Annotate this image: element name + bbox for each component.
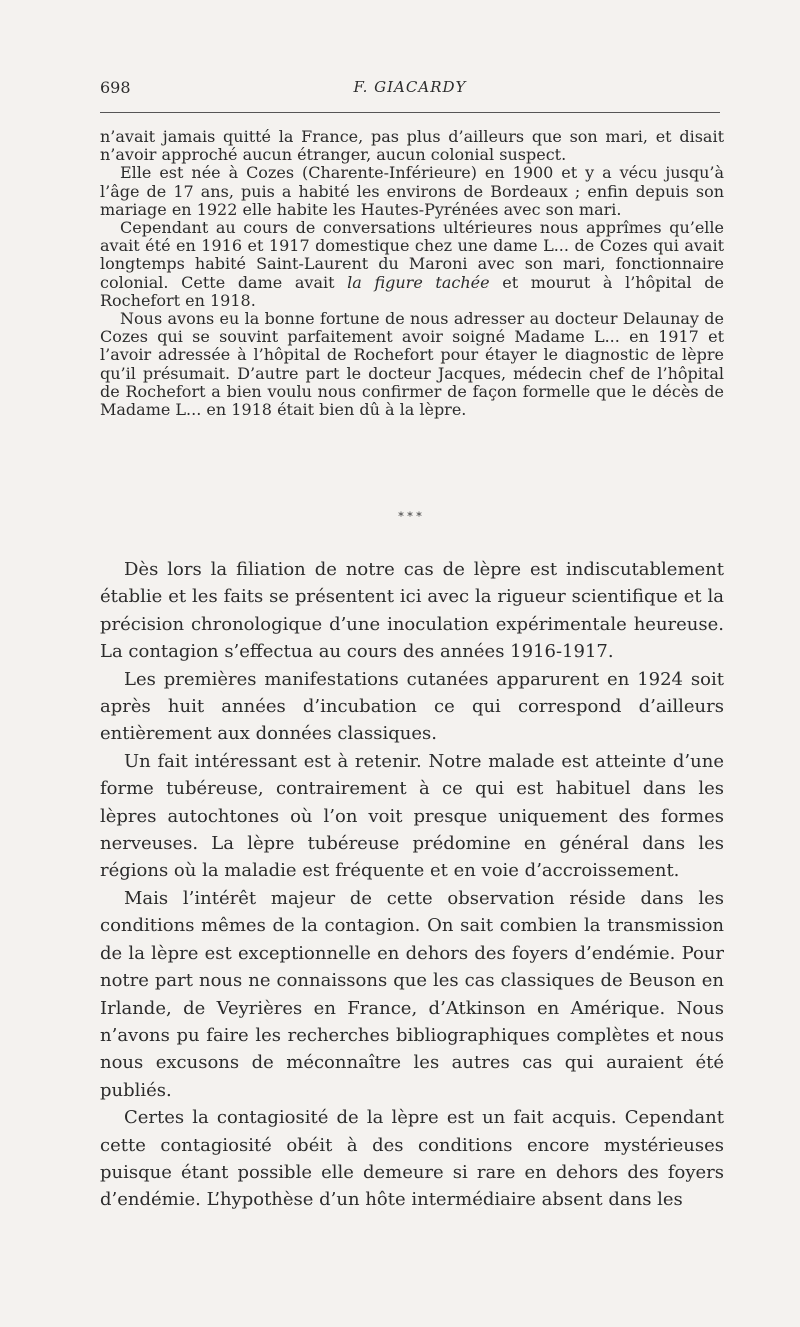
running-head: F. GIACARDY xyxy=(353,78,467,96)
paragraph xyxy=(100,219,724,310)
paragraph: Dès lors la filiation de notre cas de lèpre est indiscutablement établie et les faits se présentent ici avec la rigueur scientifique et la précision chronologique d’une inoculation expérimentale heureuse. La contagion s’effectua au cours des années 1916-1917. xyxy=(100,559,724,663)
paragraph: Un fait intéressant est à retenir. Notre malade est atteinte d’une forme tubéreuse, contrairement à ce qui est habituel dans les lèpres autochtones où l’on voit presque uniquement des formes nerveuses. La lèpre tubéreuse prédomine en général dans les régions où la maladie est fréquente et en voie d’accroissement. xyxy=(100,750,724,882)
paragraph: Les premières manifestations cutanées apparurent en 1924 soit après huit années d’incubation ce qui correspond d’ailleurs entièrement aux données classiques. xyxy=(100,668,724,745)
page-header xyxy=(100,78,720,102)
paragraph: Mais l’intérêt majeur de cette observation réside dans les conditions mêmes de la contagion. On sait combien la transmission de la lèpre est exceptionnelle en dehors des foyers d’endémie. Pour notre part nous ne connaissons que les cas classiques de Beuson en Irlande, de Veyrières en France, d’Atkinson en Amérique. Nous n’avons pu faire les recherches bibliographiques complètes et nous nous excusons de méconnaître les autres cas qui auraient été publiés. xyxy=(100,887,724,1101)
paragraph: n’avait jamais quitté la France, pas plus d’ailleurs que son mari, et disait n’avoir approché aucun étranger, aucun colonial suspect. xyxy=(100,127,724,165)
section-asterism: * * * xyxy=(398,510,422,523)
header-rule xyxy=(100,112,720,113)
paragraph: Elle est née à Cozes (Charente-Inférieure) en 1900 et y a vécu jusqu’à l’âge de 17 ans, puis a habité les environs de Bordeaux ; enfin depuis son mariage en 1922 elle habite les Hautes-Pyrénées avec son mari. xyxy=(100,163,724,219)
discussion-block xyxy=(100,556,724,1214)
paragraph: Nous avons eu la bonne fortune de nous adresser au docteur Delaunay de Cozes qui se souvint parfaitement avoir soigné Madame L... en 1917 et l’avoir adressée à l’hôpital de Rochefort pour étayer le diagnostic de lèpre qu’il présumait. D’autre part le docteur Jacques, médecin chef de l’hôpital de Rochefort a bien voulu nous confirmer de façon formelle que le décès de Madame L... en 1918 était bien dû à la lèpre. xyxy=(100,309,724,420)
case-report-block xyxy=(100,128,724,419)
paragraph: Certes la contagiosité de la lèpre est un fait acquis. Cependant cette contagiosité obéit à des conditions encore mystérieuses puisque étant possible elle demeure si rare en dehors des foyers d’endémie. L’hypothèse d’un hôte intermédiaire absent dans les xyxy=(100,1107,724,1211)
page-number: 698 xyxy=(100,78,131,97)
paragraph-text: Cependant au cours de conversations ultérieures nous apprîmes qu’elle avait été en 1916 et 1917 domestique chez une dame L... de Cozes qui avait longtemps habité Saint-Laurent du Maroni avec son mari, fonctionnaire colonial. Cette dame avait xyxy=(100,218,724,292)
paragraph-text: et mourut à l’hôpital de Rochefort en 1918. xyxy=(100,272,724,310)
italic-phrase: la figure tachée xyxy=(347,272,490,292)
